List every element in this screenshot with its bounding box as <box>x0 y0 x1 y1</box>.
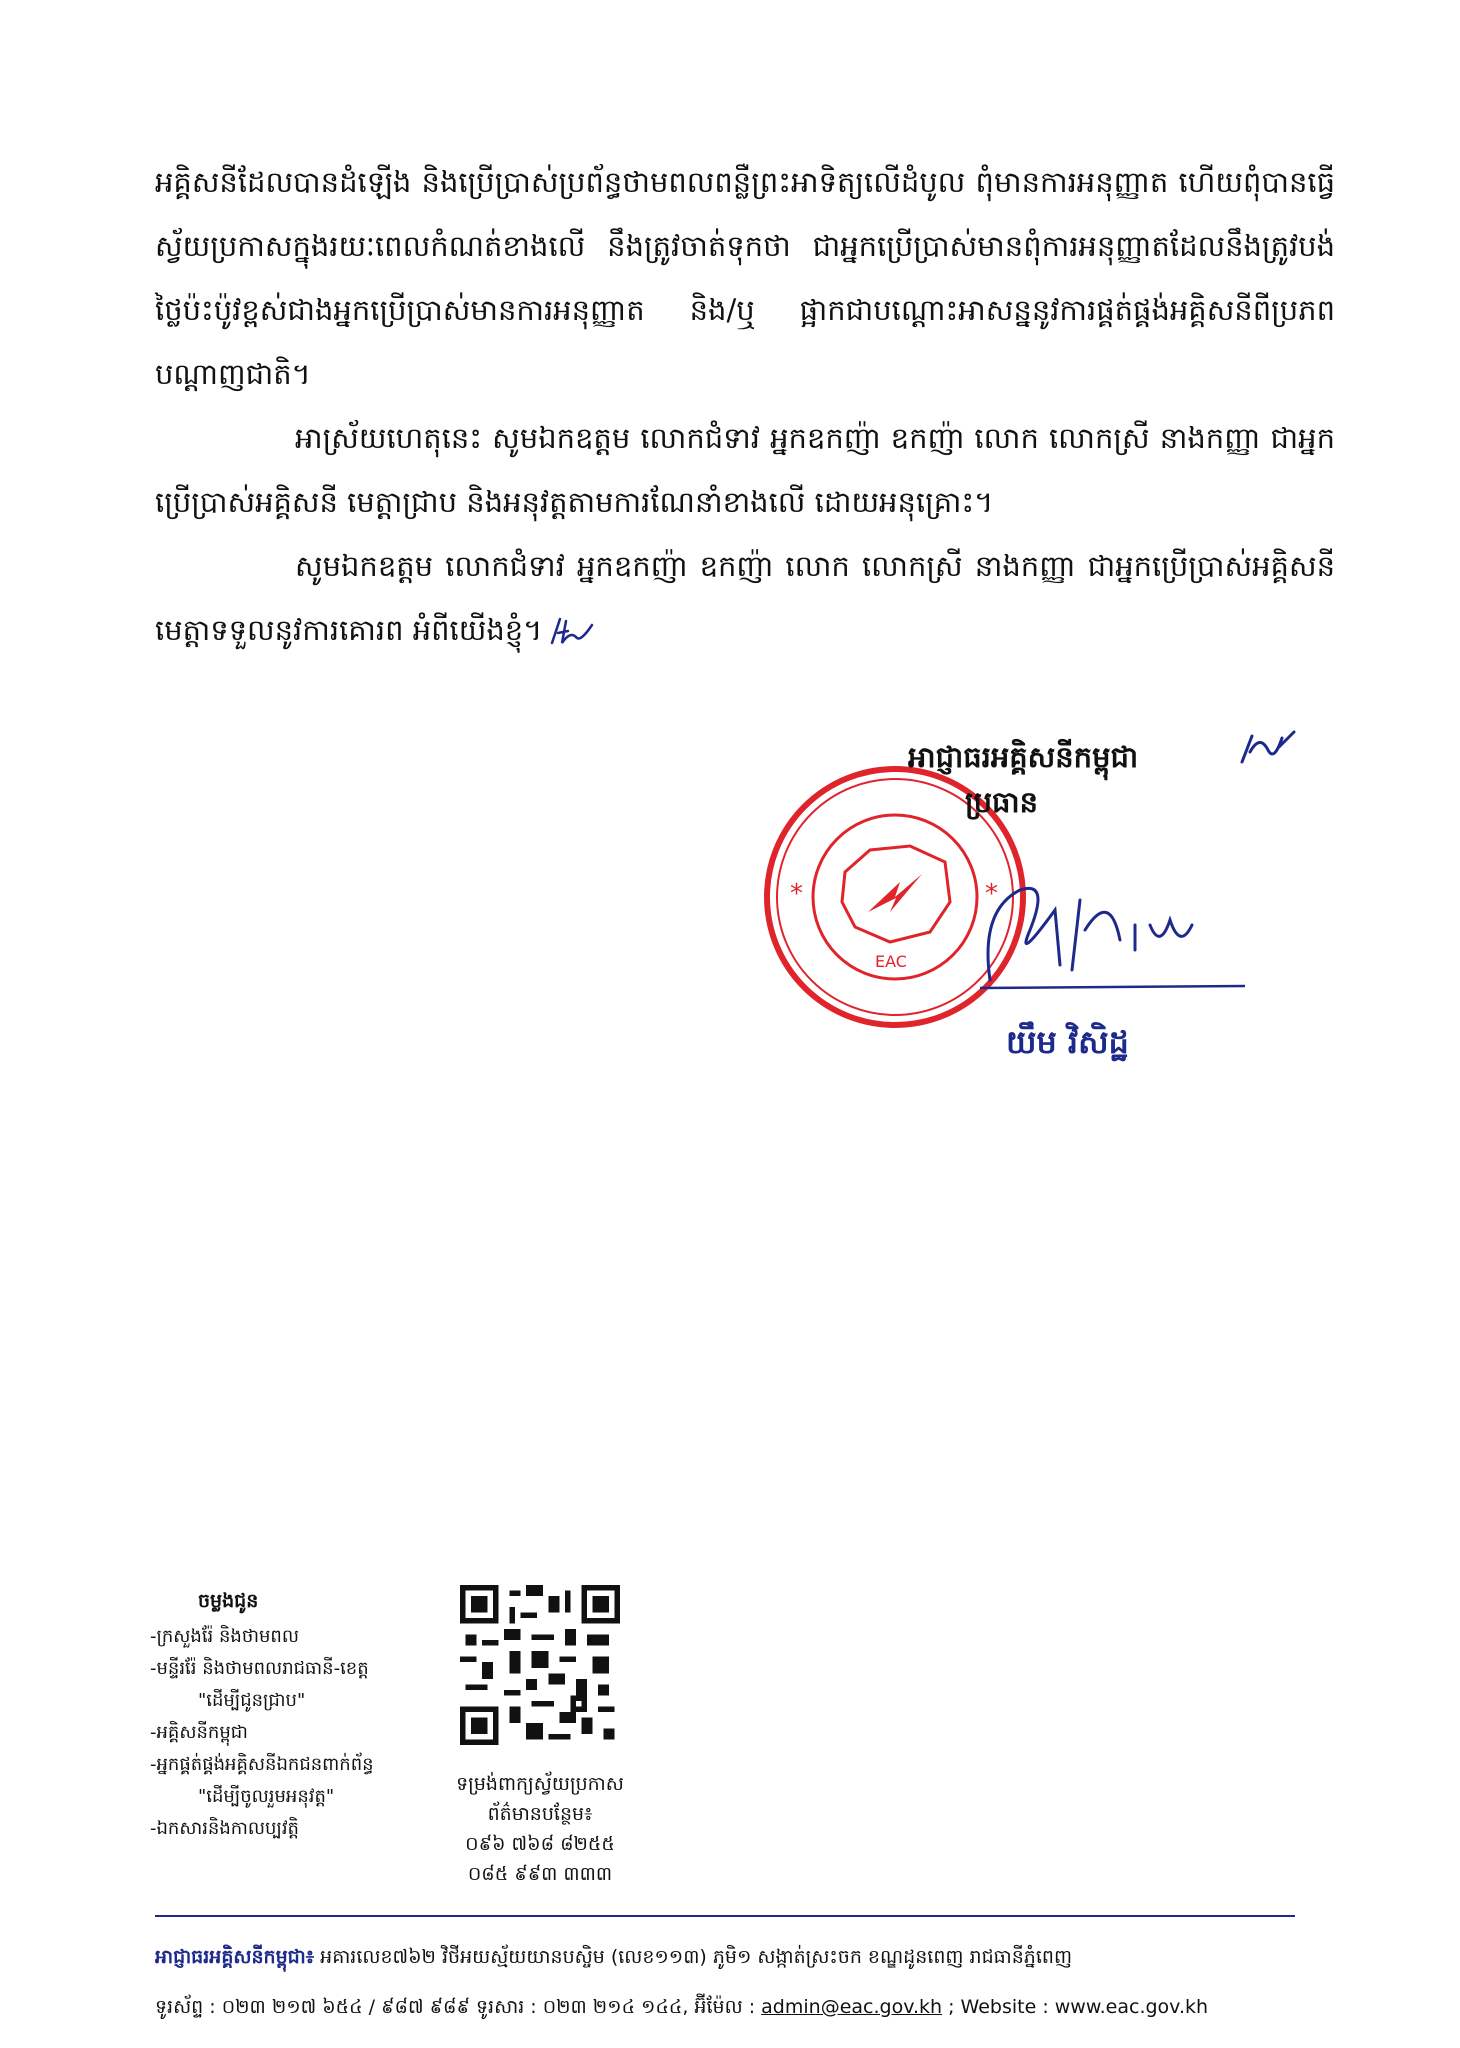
cc-item: -ក្រសួងរ៉ែ និងថាមពល <box>150 1626 299 1647</box>
handwritten-signature-icon <box>960 870 1250 1000</box>
paragraph-1 <box>155 150 1335 406</box>
signature-block <box>760 700 1320 1100</box>
qr-label-line2: ព័ត៌មានបន្ថែម៖ <box>487 1803 593 1825</box>
footer <box>155 1932 1305 2032</box>
footer-divider <box>155 1915 1295 1917</box>
qr-label-line1: ទម្រង់ពាក្យស្វ័យប្រកាស <box>456 1773 624 1795</box>
signatory-organization: អាជ្ញាធរអគ្គិសនីកម្ពុជា <box>908 740 1139 774</box>
cc-item: "ដើម្បីជូនជ្រាប" <box>198 1690 306 1711</box>
cc-list-block <box>150 1585 450 1845</box>
cc-item: "ដើម្បីចូលរួមអនុវត្ត" <box>198 1786 335 1807</box>
qr-block <box>440 1585 640 1889</box>
paragraph-2-text: អាស្រ័យហេតុនេះ សូមឯកឧត្តម លោកជំទាវ អ្នកឧកញ៉ា ឧកញ៉ា លោក លោកស្រី នាងកញ្ញា ជាអ្នកប្រើប្រាស់អគ្គិសនី មេត្តាជ្រាប និងអនុវត្តតាមការណែនាំខាងលើ ដោយអនុគ្រោះ។ <box>155 421 1335 519</box>
paragraph-3-text: សូមឯកឧត្តម លោកជំទាវ អ្នកឧកញ៉ា ឧកញ៉ា លោក លោកស្រី នាងកញ្ញា ជាអ្នកប្រើប្រាស់អគ្គិសនី មេត្តាទទួលនូវការគោរព អំពីយើងខ្ញុំ។ <box>155 549 1335 647</box>
qr-code-icon[interactable] <box>460 1585 620 1745</box>
cc-item: -ឯកសារនិងកាលប្បវត្តិ <box>150 1818 299 1839</box>
footer-website-label: ; Website : <box>948 1996 1049 2018</box>
cc-title: ចម្លងជូន <box>198 1590 259 1612</box>
footer-address-line <box>155 1932 1305 1982</box>
footer-phone-fax: ទូរស័ព្ទ : ០២៣ ២១៧ ៦៥៤ / ៩៨៧ ៩៨៩ ទូរសារ : ០២៣ ២១៤ ១៤៤, អ៊ីម៉ែល : <box>155 1996 756 2018</box>
footer-address: អគារលេខ៧៦២ វិថីអយស្ម័យយានបស្ចិម (លេខ១១៣) ភូមិ១ សង្កាត់ស្រះចក ខណ្ឌដូនពេញ រាជធានីភ្នំពេញ <box>320 1946 1073 1968</box>
cc-item: -មន្ទីររ៉ែ និងថាមពលរាជធានី-ខេត្ត <box>150 1658 369 1679</box>
signatory-title: ប្រធាន <box>965 785 1039 819</box>
cc-list <box>150 1621 450 1845</box>
cc-item: -អ្នកផ្គត់ផ្គង់អគ្គិសនីឯកជនពាក់ព័ន្ធ <box>150 1754 374 1775</box>
handwritten-initial-top-icon <box>1238 728 1298 768</box>
footer-website-link[interactable]: www.eac.gov.kh <box>1054 1996 1209 2018</box>
svg-text:*: * <box>985 879 998 909</box>
handwritten-initial-icon <box>548 617 596 647</box>
cc-item: -អគ្គិសនីកម្ពុជា <box>150 1722 248 1743</box>
signer-name: យឹម វិសិដ្ឋ <box>1006 1023 1129 1061</box>
seal-text: EAC <box>875 952 907 971</box>
letter-body <box>155 150 1335 662</box>
qr-label <box>440 1769 640 1829</box>
paragraph-2 <box>155 406 1335 534</box>
footer-contact-line <box>155 1982 1305 2032</box>
footer-email-link[interactable]: admin@eac.gov.kh <box>761 1996 943 2018</box>
paragraph-3 <box>155 534 1335 662</box>
qr-phone-1: ០៩៦ ៧៦៨ ៨២៥៥ <box>465 1833 615 1855</box>
footer-organization: អាជ្ញាធរអគ្គិសនីកម្ពុជា៖ <box>155 1946 315 1968</box>
qr-phone-2: ០៨៥ ៩៩៣ ៣៣៣ <box>467 1863 613 1885</box>
paragraph-1-text: អគ្គិសនីដែលបានដំឡើង និងប្រើប្រាស់ប្រព័ន្ធថាមពលពន្លឺព្រះអាទិត្យលើដំបូល ពុំមានការអនុញ្ញាត ហើយពុំបានធ្វើស្វ័យប្រកាសក្នុងរយៈពេលកំណត់ខាងលើ នឹងត្រូវចាត់ទុកថា ជាអ្នកប្រើប្រាស់មានពុំការអនុញ្ញាតដែលនឹងត្រូវបង់ថ្លៃប៉ះប៉ូវខ្ពស់ជាងអ្នកប្រើប្រាស់មានការអនុញ្ញាត និង/ឬ ផ្អាកជាបណ្តោះអាសន្ននូវការផ្គត់ផ្គង់អគ្គិសនីពីប្រភពបណ្តាញជាតិ។ <box>155 165 1335 391</box>
svg-text:*: * <box>790 879 803 909</box>
